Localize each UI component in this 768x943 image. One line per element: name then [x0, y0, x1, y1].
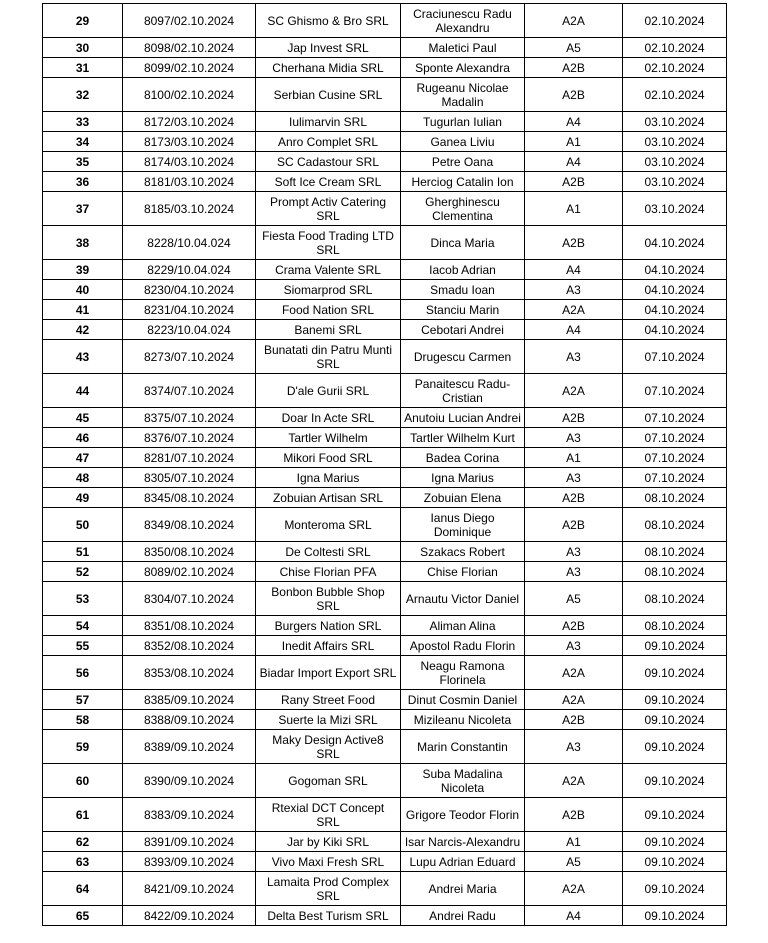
registration-number-cell: 8228/10.04.024 [123, 226, 256, 260]
date-cell: 08.10.2024 [623, 488, 727, 508]
table-row [43, 656, 727, 690]
row-number-cell: 52 [43, 562, 123, 582]
row-number-cell: 43 [43, 340, 123, 374]
registration-number-cell: 8281/07.10.2024 [123, 448, 256, 468]
company-name-cell: Doar In Acte SRL [256, 408, 401, 428]
person-name-cell: Andrei Radu [401, 906, 525, 926]
date-cell: 02.10.2024 [623, 78, 727, 112]
table-row [43, 730, 727, 764]
category-cell: A3 [525, 542, 623, 562]
row-number-cell: 32 [43, 78, 123, 112]
row-number-cell: 63 [43, 852, 123, 872]
category-cell: A3 [525, 428, 623, 448]
category-cell: A2A [525, 872, 623, 906]
category-cell: A2B [525, 78, 623, 112]
person-name-cell: Dinut Cosmin Daniel [401, 690, 525, 710]
table-row [43, 690, 727, 710]
registration-number-cell: 8174/03.10.2024 [123, 152, 256, 172]
row-number-cell: 65 [43, 906, 123, 926]
person-name-cell: Isar Narcis-Alexandru [401, 832, 525, 852]
person-name-cell: Tugurlan Iulian [401, 112, 525, 132]
registration-number-cell: 8305/07.10.2024 [123, 468, 256, 488]
row-number-cell: 41 [43, 300, 123, 320]
category-cell: A3 [525, 280, 623, 300]
company-name-cell: Rany Street Food [256, 690, 401, 710]
category-cell: A3 [525, 636, 623, 656]
person-name-cell: Suba Madalina Nicoleta [401, 764, 525, 798]
date-cell: 09.10.2024 [623, 764, 727, 798]
date-cell: 09.10.2024 [623, 690, 727, 710]
company-name-cell: Soft Ice Cream SRL [256, 172, 401, 192]
company-name-cell: Bunatati din Patru Munti SRL [256, 340, 401, 374]
table-row [43, 192, 727, 226]
table-row [43, 340, 727, 374]
person-name-cell: Lupu Adrian Eduard [401, 852, 525, 872]
row-number-cell: 49 [43, 488, 123, 508]
person-name-cell: Andrei Maria [401, 872, 525, 906]
table-row [43, 832, 727, 852]
date-cell: 07.10.2024 [623, 408, 727, 428]
category-cell: A2B [525, 798, 623, 832]
person-name-cell: Rugeanu Nicolae Madalin [401, 78, 525, 112]
company-name-cell: Fiesta Food Trading LTD SRL [256, 226, 401, 260]
company-name-cell: Rtexial DCT Concept SRL [256, 798, 401, 832]
date-cell: 03.10.2024 [623, 152, 727, 172]
category-cell: A5 [525, 582, 623, 616]
person-name-cell: Maletici Paul [401, 38, 525, 58]
table-row [43, 58, 727, 78]
table-row [43, 132, 727, 152]
row-number-cell: 48 [43, 468, 123, 488]
company-name-cell: Vivo Maxi Fresh SRL [256, 852, 401, 872]
registry-table [42, 3, 727, 926]
company-name-cell: Biadar Import Export SRL [256, 656, 401, 690]
table-row [43, 300, 727, 320]
registration-number-cell: 8385/09.10.2024 [123, 690, 256, 710]
row-number-cell: 30 [43, 38, 123, 58]
row-number-cell: 36 [43, 172, 123, 192]
category-cell: A2B [525, 616, 623, 636]
date-cell: 02.10.2024 [623, 58, 727, 78]
row-number-cell: 33 [43, 112, 123, 132]
category-cell: A2B [525, 226, 623, 260]
category-cell: A4 [525, 112, 623, 132]
person-name-cell: Ganea Liviu [401, 132, 525, 152]
category-cell: A2B [525, 508, 623, 542]
person-name-cell: Igna Marius [401, 468, 525, 488]
person-name-cell: Drugescu Carmen [401, 340, 525, 374]
person-name-cell: Smadu Ioan [401, 280, 525, 300]
table-row [43, 172, 727, 192]
person-name-cell: Petre Oana [401, 152, 525, 172]
category-cell: A2B [525, 488, 623, 508]
table-row [43, 408, 727, 428]
company-name-cell: Delta Best Turism SRL [256, 906, 401, 926]
table-row [43, 428, 727, 448]
person-name-cell: Anutoiu Lucian Andrei [401, 408, 525, 428]
category-cell: A2A [525, 690, 623, 710]
company-name-cell: Maky Design Active8 SRL [256, 730, 401, 764]
date-cell: 02.10.2024 [623, 38, 727, 58]
table-row [43, 468, 727, 488]
row-number-cell: 53 [43, 582, 123, 616]
category-cell: A4 [525, 320, 623, 340]
registration-number-cell: 8273/07.10.2024 [123, 340, 256, 374]
company-name-cell: Gogoman SRL [256, 764, 401, 798]
table-row [43, 852, 727, 872]
table-row [43, 562, 727, 582]
person-name-cell: Iacob Adrian [401, 260, 525, 280]
date-cell: 03.10.2024 [623, 132, 727, 152]
company-name-cell: Anro Complet SRL [256, 132, 401, 152]
company-name-cell: Banemi SRL [256, 320, 401, 340]
date-cell: 08.10.2024 [623, 542, 727, 562]
row-number-cell: 47 [43, 448, 123, 468]
table-row [43, 226, 727, 260]
category-cell: A2B [525, 710, 623, 730]
row-number-cell: 54 [43, 616, 123, 636]
person-name-cell: Tartler Wilhelm Kurt [401, 428, 525, 448]
registration-number-cell: 8229/10.04.024 [123, 260, 256, 280]
company-name-cell: Tartler Wilhelm [256, 428, 401, 448]
person-name-cell: Marin Constantin [401, 730, 525, 764]
table-row [43, 374, 727, 408]
table-body [43, 4, 727, 926]
table-row [43, 488, 727, 508]
category-cell: A3 [525, 562, 623, 582]
company-name-cell: SC Ghismo & Bro SRL [256, 4, 401, 38]
table-row [43, 636, 727, 656]
registration-number-cell: 8390/09.10.2024 [123, 764, 256, 798]
table-row [43, 38, 727, 58]
category-cell: A1 [525, 132, 623, 152]
row-number-cell: 61 [43, 798, 123, 832]
table-row [43, 508, 727, 542]
date-cell: 07.10.2024 [623, 448, 727, 468]
row-number-cell: 29 [43, 4, 123, 38]
person-name-cell: Gherghinescu Clementina [401, 192, 525, 226]
category-cell: A2B [525, 408, 623, 428]
date-cell: 09.10.2024 [623, 656, 727, 690]
company-name-cell: Prompt Activ Catering SRL [256, 192, 401, 226]
registration-number-cell: 8349/08.10.2024 [123, 508, 256, 542]
company-name-cell: Jar by Kiki SRL [256, 832, 401, 852]
date-cell: 09.10.2024 [623, 906, 727, 926]
company-name-cell: Bonbon Bubble Shop SRL [256, 582, 401, 616]
row-number-cell: 45 [43, 408, 123, 428]
person-name-cell: Aliman Alina [401, 616, 525, 636]
registration-number-cell: 8099/02.10.2024 [123, 58, 256, 78]
row-number-cell: 60 [43, 764, 123, 798]
category-cell: A2A [525, 4, 623, 38]
registration-number-cell: 8100/02.10.2024 [123, 78, 256, 112]
registration-number-cell: 8353/08.10.2024 [123, 656, 256, 690]
person-name-cell: Zobuian Elena [401, 488, 525, 508]
registration-number-cell: 8383/09.10.2024 [123, 798, 256, 832]
registration-number-cell: 8304/07.10.2024 [123, 582, 256, 616]
registration-number-cell: 8422/09.10.2024 [123, 906, 256, 926]
date-cell: 08.10.2024 [623, 616, 727, 636]
registration-number-cell: 8374/07.10.2024 [123, 374, 256, 408]
person-name-cell: Panaitescu Radu-Cristian [401, 374, 525, 408]
person-name-cell: Sponte Alexandra [401, 58, 525, 78]
date-cell: 09.10.2024 [623, 710, 727, 730]
registration-number-cell: 8352/08.10.2024 [123, 636, 256, 656]
category-cell: A1 [525, 448, 623, 468]
company-name-cell: Monteroma SRL [256, 508, 401, 542]
company-name-cell: Mikori Food SRL [256, 448, 401, 468]
row-number-cell: 56 [43, 656, 123, 690]
person-name-cell: Ianus Diego Dominique [401, 508, 525, 542]
table-row [43, 542, 727, 562]
person-name-cell: Grigore Teodor Florin [401, 798, 525, 832]
table-row [43, 616, 727, 636]
row-number-cell: 35 [43, 152, 123, 172]
table-row [43, 78, 727, 112]
category-cell: A2B [525, 58, 623, 78]
registration-number-cell: 8098/02.10.2024 [123, 38, 256, 58]
registration-number-cell: 8350/08.10.2024 [123, 542, 256, 562]
category-cell: A5 [525, 852, 623, 872]
table-row [43, 112, 727, 132]
person-name-cell: Mizileanu Nicoleta [401, 710, 525, 730]
table-row [43, 152, 727, 172]
category-cell: A4 [525, 260, 623, 280]
registration-number-cell: 8421/09.10.2024 [123, 872, 256, 906]
company-name-cell: Jap Invest SRL [256, 38, 401, 58]
date-cell: 03.10.2024 [623, 192, 727, 226]
date-cell: 08.10.2024 [623, 508, 727, 542]
company-name-cell: Food Nation SRL [256, 300, 401, 320]
row-number-cell: 37 [43, 192, 123, 226]
company-name-cell: Lamaita Prod Complex SRL [256, 872, 401, 906]
registration-number-cell: 8345/08.10.2024 [123, 488, 256, 508]
row-number-cell: 31 [43, 58, 123, 78]
category-cell: A2B [525, 172, 623, 192]
company-name-cell: Chise Florian PFA [256, 562, 401, 582]
person-name-cell: Szakacs Robert [401, 542, 525, 562]
registration-number-cell: 8376/07.10.2024 [123, 428, 256, 448]
category-cell: A2A [525, 374, 623, 408]
category-cell: A3 [525, 340, 623, 374]
registration-number-cell: 8351/08.10.2024 [123, 616, 256, 636]
date-cell: 07.10.2024 [623, 428, 727, 448]
registration-number-cell: 8185/03.10.2024 [123, 192, 256, 226]
date-cell: 09.10.2024 [623, 636, 727, 656]
registration-number-cell: 8391/09.10.2024 [123, 832, 256, 852]
registration-number-cell: 8181/03.10.2024 [123, 172, 256, 192]
row-number-cell: 59 [43, 730, 123, 764]
registration-number-cell: 8173/03.10.2024 [123, 132, 256, 152]
category-cell: A5 [525, 38, 623, 58]
date-cell: 09.10.2024 [623, 730, 727, 764]
registration-number-cell: 8388/09.10.2024 [123, 710, 256, 730]
row-number-cell: 38 [43, 226, 123, 260]
company-name-cell: D'ale Gurii SRL [256, 374, 401, 408]
person-name-cell: Craciunescu Radu Alexandru [401, 4, 525, 38]
row-number-cell: 62 [43, 832, 123, 852]
row-number-cell: 51 [43, 542, 123, 562]
table-row [43, 582, 727, 616]
registration-number-cell: 8089/02.10.2024 [123, 562, 256, 582]
date-cell: 09.10.2024 [623, 798, 727, 832]
row-number-cell: 50 [43, 508, 123, 542]
company-name-cell: Burgers Nation SRL [256, 616, 401, 636]
date-cell: 07.10.2024 [623, 340, 727, 374]
person-name-cell: Arnautu Victor Daniel [401, 582, 525, 616]
company-name-cell: Crama Valente SRL [256, 260, 401, 280]
company-name-cell: Igna Marius [256, 468, 401, 488]
category-cell: A1 [525, 192, 623, 226]
date-cell: 08.10.2024 [623, 582, 727, 616]
person-name-cell: Chise Florian [401, 562, 525, 582]
row-number-cell: 40 [43, 280, 123, 300]
row-number-cell: 57 [43, 690, 123, 710]
date-cell: 04.10.2024 [623, 300, 727, 320]
date-cell: 03.10.2024 [623, 172, 727, 192]
date-cell: 04.10.2024 [623, 226, 727, 260]
registration-number-cell: 8375/07.10.2024 [123, 408, 256, 428]
table-row [43, 4, 727, 38]
registration-number-cell: 8172/03.10.2024 [123, 112, 256, 132]
person-name-cell: Cebotari Andrei [401, 320, 525, 340]
person-name-cell: Stanciu Marin [401, 300, 525, 320]
registration-number-cell: 8393/09.10.2024 [123, 852, 256, 872]
registration-number-cell: 8389/09.10.2024 [123, 730, 256, 764]
table-row [43, 872, 727, 906]
company-name-cell: SC Cadastour SRL [256, 152, 401, 172]
category-cell: A1 [525, 832, 623, 852]
table-row [43, 280, 727, 300]
registration-number-cell: 8231/04.10.2024 [123, 300, 256, 320]
table-row [43, 260, 727, 280]
row-number-cell: 39 [43, 260, 123, 280]
date-cell: 04.10.2024 [623, 260, 727, 280]
category-cell: A4 [525, 906, 623, 926]
company-name-cell: Suerte la Mizi SRL [256, 710, 401, 730]
category-cell: A4 [525, 152, 623, 172]
category-cell: A2A [525, 656, 623, 690]
row-number-cell: 34 [43, 132, 123, 152]
registration-number-cell: 8223/10.04.024 [123, 320, 256, 340]
row-number-cell: 44 [43, 374, 123, 408]
category-cell: A2A [525, 764, 623, 798]
company-name-cell: Zobuian Artisan SRL [256, 488, 401, 508]
row-number-cell: 58 [43, 710, 123, 730]
company-name-cell: Siomarprod SRL [256, 280, 401, 300]
date-cell: 04.10.2024 [623, 280, 727, 300]
date-cell: 07.10.2024 [623, 374, 727, 408]
category-cell: A2A [525, 300, 623, 320]
row-number-cell: 55 [43, 636, 123, 656]
registration-number-cell: 8097/02.10.2024 [123, 4, 256, 38]
row-number-cell: 42 [43, 320, 123, 340]
table-row [43, 448, 727, 468]
table-row [43, 764, 727, 798]
company-name-cell: Iulimarvin SRL [256, 112, 401, 132]
date-cell: 07.10.2024 [623, 468, 727, 488]
row-number-cell: 64 [43, 872, 123, 906]
date-cell: 04.10.2024 [623, 320, 727, 340]
date-cell: 08.10.2024 [623, 562, 727, 582]
person-name-cell: Herciog Catalin Ion [401, 172, 525, 192]
date-cell: 03.10.2024 [623, 112, 727, 132]
date-cell: 09.10.2024 [623, 852, 727, 872]
company-name-cell: De Coltesti SRL [256, 542, 401, 562]
category-cell: A3 [525, 730, 623, 764]
person-name-cell: Apostol Radu Florin [401, 636, 525, 656]
person-name-cell: Neagu Ramona Florinela [401, 656, 525, 690]
company-name-cell: Cherhana Midia SRL [256, 58, 401, 78]
category-cell: A3 [525, 468, 623, 488]
table-row [43, 710, 727, 730]
company-name-cell: Serbian Cusine SRL [256, 78, 401, 112]
date-cell: 02.10.2024 [623, 4, 727, 38]
table-row [43, 798, 727, 832]
company-name-cell: Inedit Affairs SRL [256, 636, 401, 656]
person-name-cell: Badea Corina [401, 448, 525, 468]
date-cell: 09.10.2024 [623, 832, 727, 852]
table-row [43, 320, 727, 340]
row-number-cell: 46 [43, 428, 123, 448]
person-name-cell: Dinca Maria [401, 226, 525, 260]
date-cell: 09.10.2024 [623, 872, 727, 906]
table-row [43, 906, 727, 926]
registration-number-cell: 8230/04.10.2024 [123, 280, 256, 300]
